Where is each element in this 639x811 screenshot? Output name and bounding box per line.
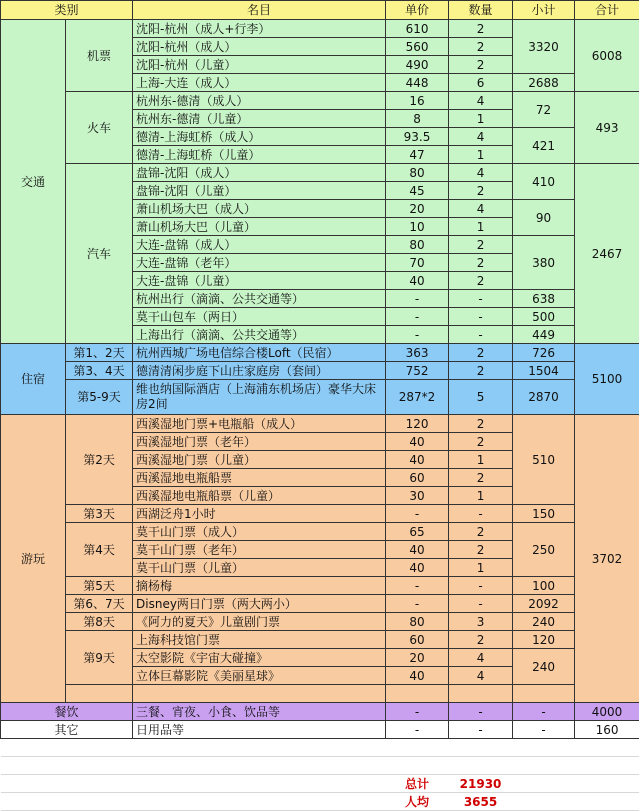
- item-qty[interactable]: 6: [449, 74, 513, 92]
- table-row: [1, 631, 639, 649]
- table-row: [1, 685, 639, 703]
- item-price[interactable]: 40: [386, 272, 449, 290]
- item-subtotal[interactable]: 72: [513, 92, 575, 128]
- item-price[interactable]: 560: [386, 38, 449, 56]
- item-name[interactable]: 立体巨幕影院《美丽星球》: [133, 667, 386, 685]
- item-name[interactable]: 沈阳-杭州（儿童）: [133, 56, 386, 74]
- table-row: [1, 523, 639, 541]
- item-name[interactable]: 盘锦-沈阳（成人）: [133, 164, 386, 182]
- total-food[interactable]: 4000: [575, 703, 639, 721]
- summary-total-label[interactable]: 总计: [386, 775, 449, 793]
- item-qty[interactable]: -: [449, 308, 513, 326]
- item-name[interactable]: 沈阳-杭州（成人）: [133, 38, 386, 56]
- item-qty[interactable]: 2: [449, 254, 513, 272]
- item-subtotal[interactable]: 1504: [513, 362, 575, 380]
- item-name[interactable]: 莫干山包车（两日）: [133, 308, 386, 326]
- item-name[interactable]: 日用品等: [133, 721, 386, 739]
- item-qty[interactable]: 4: [449, 667, 513, 685]
- item-name[interactable]: 莫干山门票（儿童）: [133, 559, 386, 577]
- day-label[interactable]: 第4天: [66, 523, 133, 577]
- summary-avg-label[interactable]: 人均: [386, 793, 449, 811]
- empty-cell[interactable]: [513, 793, 639, 811]
- item-name[interactable]: 西溪湿地门票+电瓶船（成人）: [133, 415, 386, 433]
- item-price[interactable]: 60: [386, 469, 449, 487]
- item-price[interactable]: -: [386, 505, 449, 523]
- day-label[interactable]: 第8天: [66, 613, 133, 631]
- item-qty[interactable]: 1: [449, 110, 513, 128]
- item-subtotal[interactable]: 380: [513, 236, 575, 290]
- item-subtotal[interactable]: 638: [513, 290, 575, 308]
- header-total[interactable]: 合计: [575, 1, 639, 20]
- item-subtotal[interactable]: 120: [513, 631, 575, 649]
- item-price[interactable]: 65: [386, 523, 449, 541]
- item-price[interactable]: -: [386, 595, 449, 613]
- item-subtotal[interactable]: 2688: [513, 74, 575, 92]
- item-qty[interactable]: -: [449, 577, 513, 595]
- item-name[interactable]: 上海-大连（成人）: [133, 74, 386, 92]
- item-subtotal[interactable]: 240: [513, 613, 575, 631]
- item-price[interactable]: 20: [386, 649, 449, 667]
- item-qty[interactable]: 4: [449, 164, 513, 182]
- empty-cell[interactable]: [513, 775, 639, 793]
- table-row: [1, 721, 639, 739]
- item-qty[interactable]: 2: [449, 272, 513, 290]
- total-lodging[interactable]: 5100: [575, 344, 639, 415]
- item-name[interactable]: 萧山机场大巴（儿童）: [133, 218, 386, 236]
- item-name[interactable]: 上海科技馆门票: [133, 631, 386, 649]
- item-name[interactable]: 三餐、宵夜、小食、饮品等: [133, 703, 386, 721]
- summary-row-avg: [1, 793, 639, 811]
- item-price[interactable]: 60: [386, 631, 449, 649]
- table-row: [1, 415, 639, 433]
- item-name[interactable]: 大连-盘锦（儿童）: [133, 272, 386, 290]
- item-qty[interactable]: 2: [449, 236, 513, 254]
- table-row: [1, 92, 639, 110]
- table-row: [1, 362, 639, 380]
- item-price[interactable]: 120: [386, 415, 449, 433]
- item-qty[interactable]: -: [449, 703, 513, 721]
- item-name[interactable]: 德清-上海虹桥（儿童）: [133, 146, 386, 164]
- empty-cell[interactable]: [1, 793, 386, 811]
- item-price[interactable]: 47: [386, 146, 449, 164]
- item-name[interactable]: 上海出行（滴滴、公共交通等）: [133, 326, 386, 344]
- item-subtotal[interactable]: 250: [513, 523, 575, 577]
- item-qty[interactable]: -: [449, 721, 513, 739]
- item-name[interactable]: 西湖泛舟1小时: [133, 505, 386, 523]
- total-play[interactable]: 3702: [575, 415, 639, 703]
- item-price[interactable]: 40: [386, 559, 449, 577]
- header-subtotal[interactable]: 小计: [513, 1, 575, 20]
- item-price[interactable]: -: [386, 703, 449, 721]
- item-name: [133, 685, 386, 703]
- item-price[interactable]: 40: [386, 541, 449, 559]
- item-subtotal[interactable]: 726: [513, 344, 575, 362]
- item-name[interactable]: 萧山机场大巴（成人）: [133, 200, 386, 218]
- header-qty[interactable]: 数量: [449, 1, 513, 20]
- subcategory-car[interactable]: 汽车: [66, 164, 133, 344]
- item-price[interactable]: -: [386, 290, 449, 308]
- day-label[interactable]: 第1、2天: [66, 344, 133, 362]
- table-row: [1, 703, 639, 721]
- item-qty[interactable]: 1: [449, 487, 513, 505]
- table-row: [1, 164, 639, 182]
- item-name[interactable]: 杭州西城广场电信综合楼Loft（民宿）: [133, 344, 386, 362]
- item-name[interactable]: 大连-盘锦（成人）: [133, 236, 386, 254]
- item-qty[interactable]: -: [449, 326, 513, 344]
- item-subtotal[interactable]: 100: [513, 577, 575, 595]
- item-subtotal[interactable]: -: [513, 703, 575, 721]
- item-price[interactable]: -: [386, 577, 449, 595]
- item-qty[interactable]: 2: [449, 182, 513, 200]
- item-price[interactable]: 40: [386, 667, 449, 685]
- item-price[interactable]: 80: [386, 164, 449, 182]
- item-name[interactable]: 大连-盘锦（老年）: [133, 254, 386, 272]
- item-qty[interactable]: -: [449, 595, 513, 613]
- item-name[interactable]: 西溪湿地电瓶船票: [133, 469, 386, 487]
- item-subtotal[interactable]: 3320: [513, 20, 575, 74]
- item-qty[interactable]: 5: [449, 380, 513, 415]
- item-price[interactable]: -: [386, 326, 449, 344]
- total-car[interactable]: 2467: [575, 164, 639, 344]
- item-subtotal[interactable]: 421: [513, 128, 575, 164]
- item-price[interactable]: 490: [386, 56, 449, 74]
- total-other[interactable]: 160: [575, 721, 639, 739]
- item-name[interactable]: 《阿力的夏天》儿童剧门票: [133, 613, 386, 631]
- day-label[interactable]: 第5天: [66, 577, 133, 595]
- item-qty[interactable]: 2: [449, 20, 513, 38]
- item-subtotal[interactable]: 150: [513, 505, 575, 523]
- category-other[interactable]: 其它: [1, 721, 133, 739]
- item-price[interactable]: 752: [386, 362, 449, 380]
- table-row: [1, 505, 639, 523]
- summary-total-value[interactable]: 21930: [449, 775, 513, 793]
- category-play[interactable]: 游玩: [1, 415, 66, 703]
- day-label[interactable]: 第5-9天: [66, 380, 133, 415]
- day-label[interactable]: 第3、4天: [66, 362, 133, 380]
- item-qty[interactable]: 2: [449, 541, 513, 559]
- category-transport[interactable]: 交通: [1, 20, 66, 344]
- item-price[interactable]: 448: [386, 74, 449, 92]
- header-category[interactable]: 类别: [1, 1, 133, 20]
- item-qty: [449, 685, 513, 703]
- table-row: [1, 595, 639, 613]
- item-price[interactable]: 93.5: [386, 128, 449, 146]
- item-price[interactable]: 70: [386, 254, 449, 272]
- item-qty[interactable]: 2: [449, 433, 513, 451]
- item-name[interactable]: 摘杨梅: [133, 577, 386, 595]
- item-name[interactable]: 莫干山门票（成人）: [133, 523, 386, 541]
- item-price[interactable]: 40: [386, 451, 449, 469]
- item-name[interactable]: 西溪湿地门票（老年）: [133, 433, 386, 451]
- item-qty[interactable]: 2: [449, 469, 513, 487]
- item-name[interactable]: 沈阳-杭州（成人+行李）: [133, 20, 386, 38]
- item-qty[interactable]: 4: [449, 649, 513, 667]
- item-qty[interactable]: 2: [449, 362, 513, 380]
- item-qty[interactable]: 2: [449, 38, 513, 56]
- item-qty[interactable]: 4: [449, 200, 513, 218]
- item-qty[interactable]: 2: [449, 344, 513, 362]
- day-label[interactable]: 第9天: [66, 631, 133, 685]
- item-price[interactable]: 30: [386, 487, 449, 505]
- item-name[interactable]: 杭州出行（滴滴、公共交通等）: [133, 290, 386, 308]
- item-qty[interactable]: 3: [449, 613, 513, 631]
- item-name[interactable]: 杭州东-德清（成人）: [133, 92, 386, 110]
- item-price[interactable]: -: [386, 308, 449, 326]
- item-price[interactable]: 287*2: [386, 380, 449, 415]
- item-qty[interactable]: 1: [449, 559, 513, 577]
- item-subtotal[interactable]: 510: [513, 415, 575, 505]
- item-qty[interactable]: 4: [449, 92, 513, 110]
- item-name[interactable]: 盘锦-沈阳（儿童）: [133, 182, 386, 200]
- item-qty[interactable]: 2: [449, 56, 513, 74]
- day-label: [66, 685, 133, 703]
- item-subtotal[interactable]: 449: [513, 326, 575, 344]
- item-price[interactable]: 8: [386, 110, 449, 128]
- item-name[interactable]: 太空影院《宇宙大碰撞》: [133, 649, 386, 667]
- item-qty[interactable]: -: [449, 290, 513, 308]
- subcategory-air[interactable]: 机票: [66, 20, 133, 92]
- blank-row: [1, 739, 639, 757]
- total-air[interactable]: 6008: [575, 20, 639, 92]
- item-qty[interactable]: -: [449, 505, 513, 523]
- item-subtotal[interactable]: 90: [513, 200, 575, 236]
- table-row: [1, 20, 639, 38]
- item-qty[interactable]: 4: [449, 128, 513, 146]
- item-subtotal[interactable]: -: [513, 721, 575, 739]
- item-price[interactable]: 10: [386, 218, 449, 236]
- item-qty[interactable]: 1: [449, 451, 513, 469]
- subcategory-train[interactable]: 火车: [66, 92, 133, 164]
- empty-cell[interactable]: [1, 775, 386, 793]
- item-price[interactable]: 16: [386, 92, 449, 110]
- item-subtotal[interactable]: 240: [513, 649, 575, 685]
- item-qty[interactable]: 2: [449, 631, 513, 649]
- table-row: [1, 577, 639, 595]
- item-name[interactable]: Disney两日门票（两大两小）: [133, 595, 386, 613]
- item-qty[interactable]: 2: [449, 415, 513, 433]
- item-name[interactable]: 莫干山门票（老年）: [133, 541, 386, 559]
- item-subtotal[interactable]: 500: [513, 308, 575, 326]
- item-qty[interactable]: 1: [449, 146, 513, 164]
- category-lodging[interactable]: 住宿: [1, 344, 66, 415]
- item-name[interactable]: 德清-上海虹桥（成人）: [133, 128, 386, 146]
- empty-cell[interactable]: [1, 739, 639, 757]
- item-qty[interactable]: 2: [449, 523, 513, 541]
- day-label[interactable]: 第3天: [66, 505, 133, 523]
- blank-row: [1, 757, 639, 775]
- item-name[interactable]: 西溪湿地电瓶船票（儿童）: [133, 487, 386, 505]
- summary-row-total: [1, 775, 639, 793]
- item-price[interactable]: 80: [386, 613, 449, 631]
- item-qty[interactable]: 1: [449, 218, 513, 236]
- item-price: [386, 685, 449, 703]
- item-price[interactable]: 20: [386, 200, 449, 218]
- table-row: [1, 613, 639, 631]
- item-price[interactable]: -: [386, 721, 449, 739]
- item-price[interactable]: 610: [386, 20, 449, 38]
- table-row: [1, 344, 639, 362]
- summary-avg-value[interactable]: 3655: [449, 793, 513, 811]
- item-price[interactable]: 40: [386, 433, 449, 451]
- item-name[interactable]: 维也纳国际酒店（上海浦东机场店）豪华大床房2间: [133, 380, 386, 415]
- header-price[interactable]: 单价: [386, 1, 449, 20]
- table-row: [1, 380, 639, 415]
- item-name[interactable]: 西溪湿地门票（儿童）: [133, 451, 386, 469]
- item-subtotal[interactable]: 2870: [513, 380, 575, 415]
- category-food[interactable]: 餐饮: [1, 703, 133, 721]
- day-label[interactable]: 第6、7天: [66, 595, 133, 613]
- item-price[interactable]: 45: [386, 182, 449, 200]
- total-train[interactable]: 493: [575, 92, 639, 164]
- header-row: [1, 1, 639, 20]
- item-price[interactable]: 80: [386, 236, 449, 254]
- item-subtotal[interactable]: 2092: [513, 595, 575, 613]
- header-name[interactable]: 名目: [133, 1, 386, 20]
- item-price[interactable]: 363: [386, 344, 449, 362]
- item-name[interactable]: 杭州东-德清（儿童）: [133, 110, 386, 128]
- item-subtotal: [513, 685, 575, 703]
- item-name[interactable]: 德清清闲步庭下山庄家庭房（套间）: [133, 362, 386, 380]
- item-subtotal[interactable]: 410: [513, 164, 575, 200]
- empty-cell[interactable]: [1, 757, 639, 775]
- day-label[interactable]: 第2天: [66, 415, 133, 505]
